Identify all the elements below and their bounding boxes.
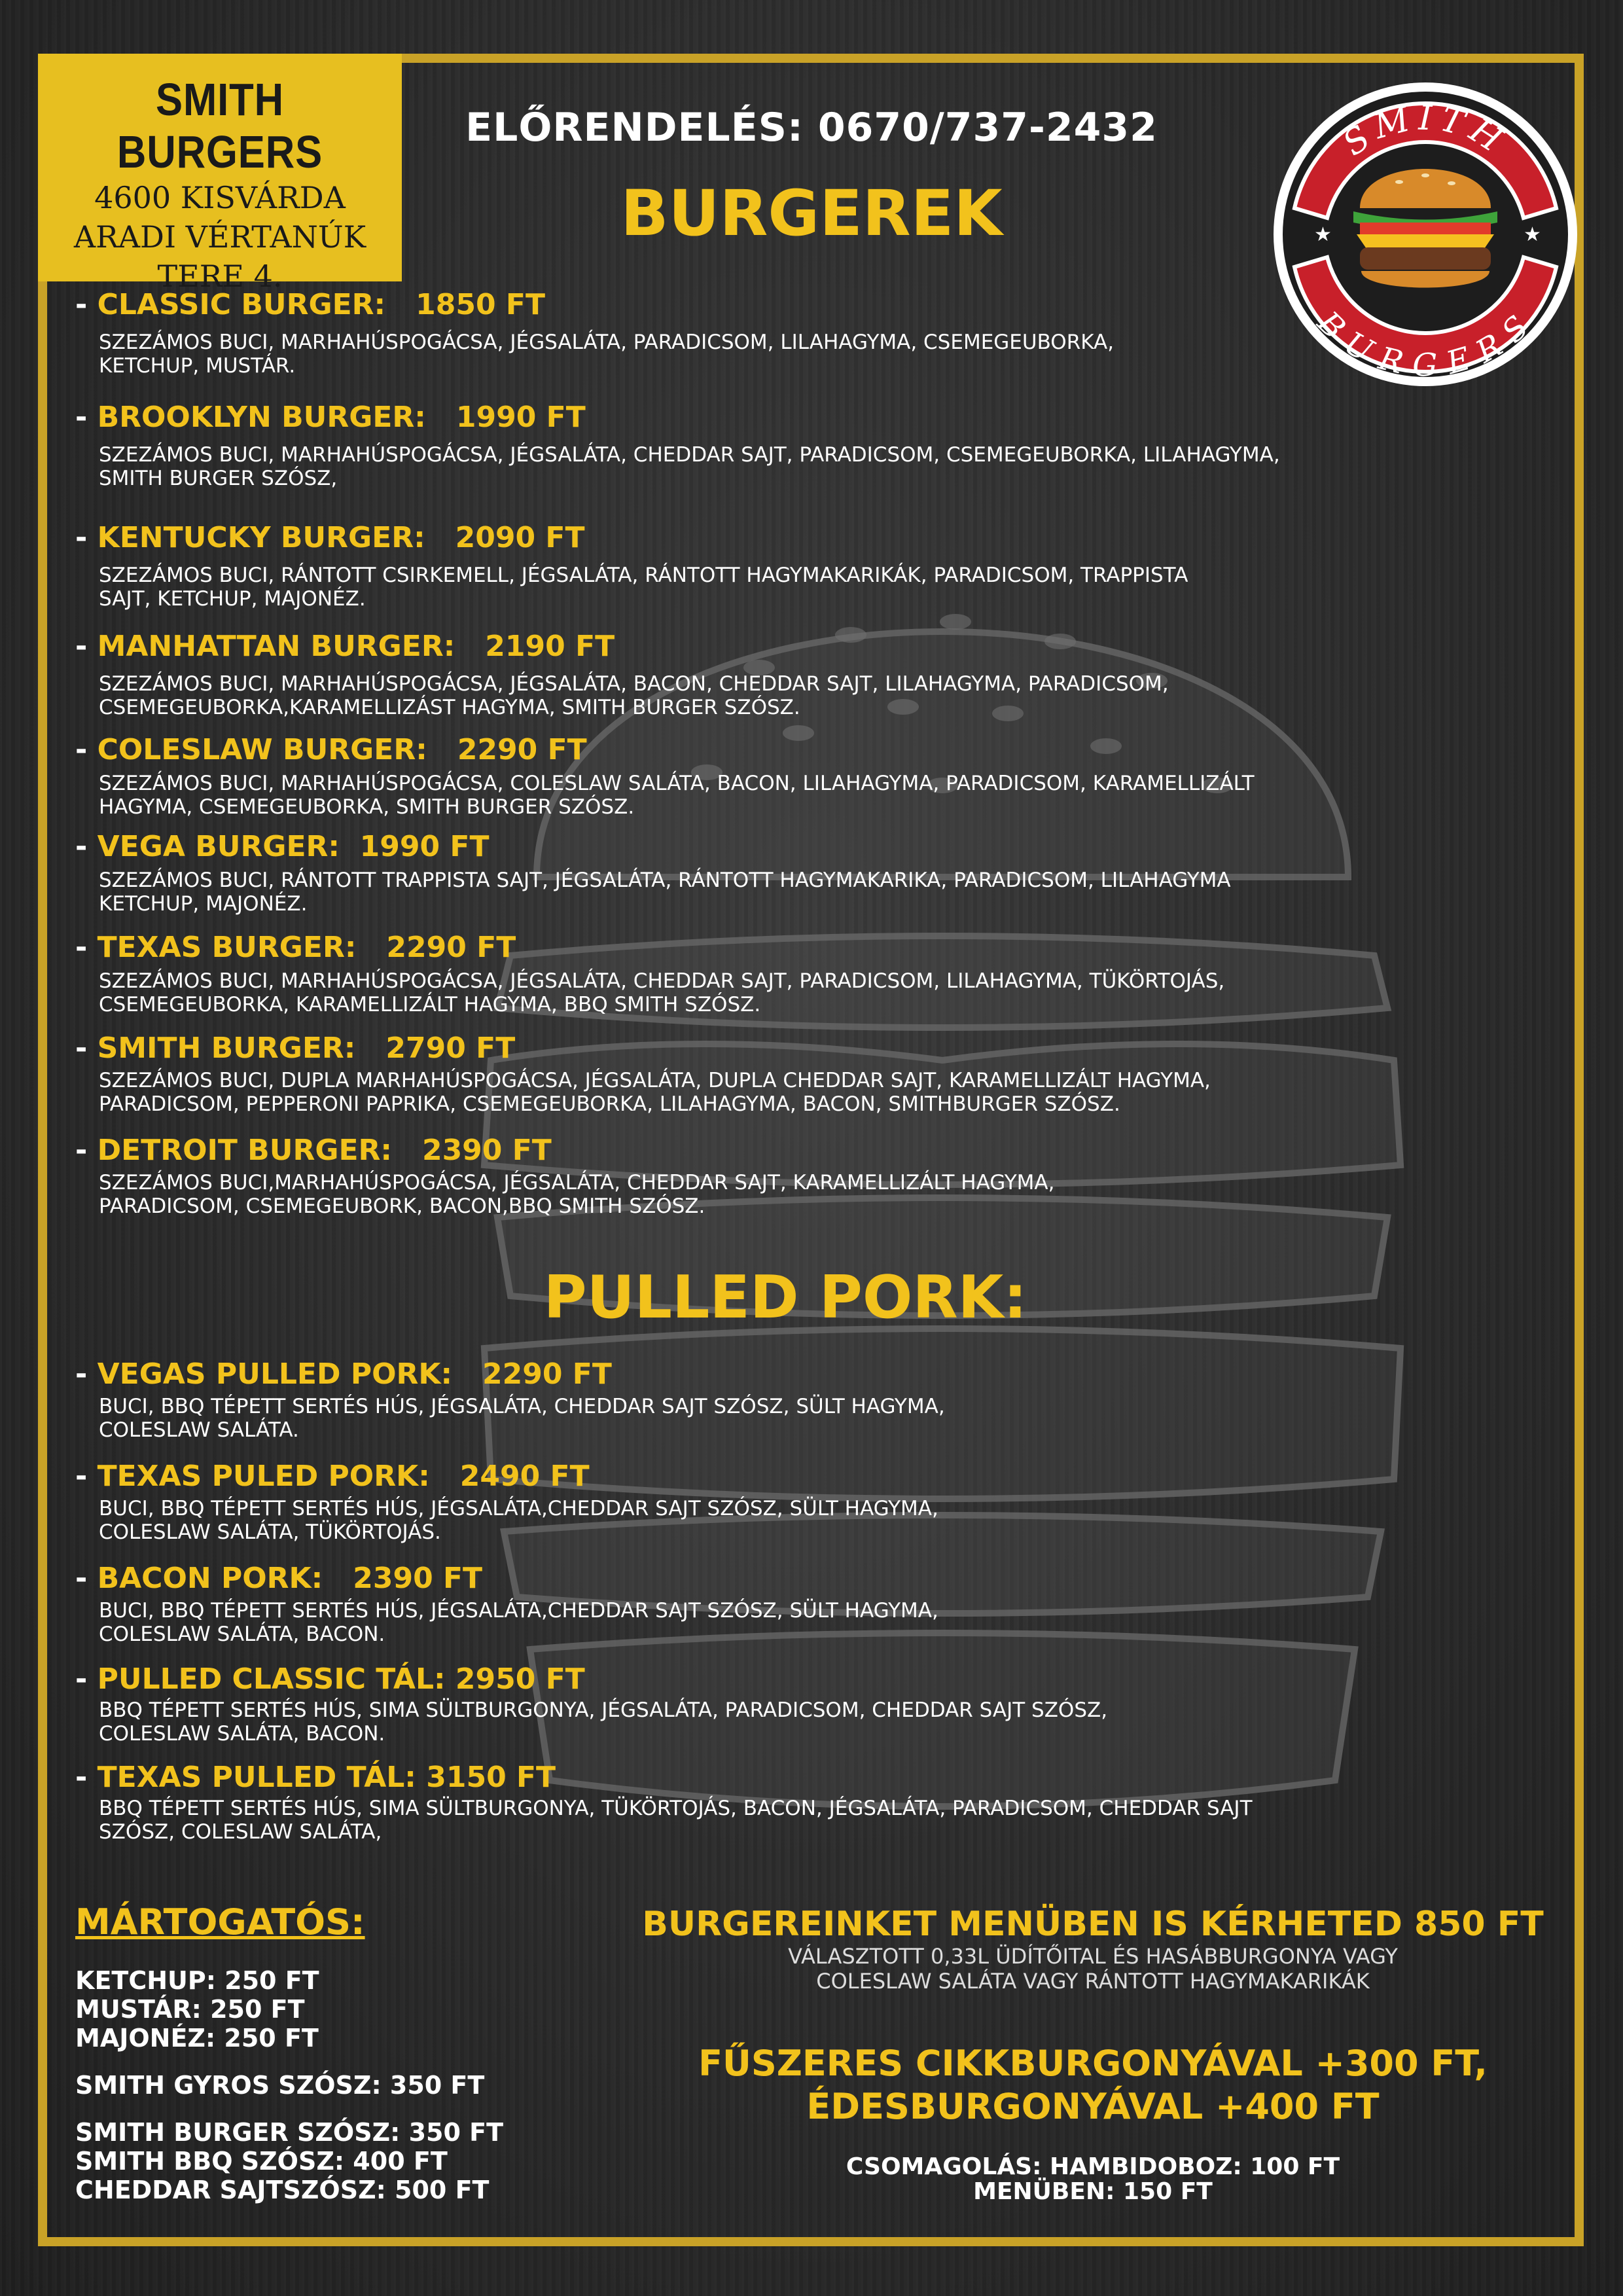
menu-item: - TEXAS BURGER: 2290 FT SZEZÁMOS BUCI, MARHAHÚSPOGÁCSA, JÉGSALÁTA, CHEDDAR SAJT, PARADICSOM, LILAHAGYMA, TÜKÖRTOJÁS, CSEMEGEUBORKA, KARAMELLIZÁLT HAGYMA, BBQ SMITH SZÓSZ.: [75, 931, 1384, 1016]
item-description: PARADICSOM, CSEMEGEUBORK, BACON,BBQ SMITH SZÓSZ.: [99, 1194, 705, 1218]
item-description: BUCI, BBQ TÉPETT SERTÉS HÚS, JÉGSALÁTA, CHEDDAR SAJT SZÓSZ, SÜLT HAGYMA,: [99, 1395, 945, 1418]
menu-item: - TEXAS PULED PORK: 2490 FT BUCI, BBQ TÉPETT SERTÉS HÚS, JÉGSALÁTA,CHEDDAR SAJT SZÓSZ, SÜLT HAGYMA, COLESLAW SALÁTA, TÜKÖRTOJÁS.: [75, 1460, 1384, 1544]
menu-item: - TEXAS PULLED TÁL: 3150 FT BBQ TÉPETT SERTÉS HÚS, SIMA SÜLTBURGONYA, TÜKÖRTOJÁS, BACON, JÉGSALÁTA, PARADICSOM, CHEDDAR SAJT SZÓSZ, COLESLAW SALÁTA,: [75, 1761, 1384, 1844]
item-name: KENTUCKY BURGER:: [97, 521, 425, 554]
item-name: TEXAS PULLED TÁL:: [97, 1761, 416, 1794]
item-price: 2390 FT: [353, 1562, 483, 1595]
pulled-pork-section-title: PULLED PORK:: [543, 1263, 1027, 1332]
item-name: VEGAS PULLED PORK:: [97, 1357, 453, 1391]
item-name: COLESLAW BURGER:: [97, 733, 427, 766]
dip-item: CHEDDAR SAJTSZÓSZ: 500 FT: [75, 2176, 490, 2204]
item-description: SZEZÁMOS BUCI, MARHAHÚSPOGÁCSA, JÉGSALÁTA, CHEDDAR SAJT, PARADICSOM, CSEMEGEUBORKA, LILAHAGYMA,: [99, 443, 1280, 467]
address-number: TERE 4.: [157, 259, 283, 294]
item-price: 1850 FT: [416, 288, 545, 321]
menu-item: - DETROIT BURGER: 2390 FT SZEZÁMOS BUCI,MARHAHÚSPOGÁCSA, JÉGSALÁTA, CHEDDAR SAJT, KARAMELLIZÁLT HAGYMA, PARADICSOM, CSEMEGEUBORK, BACON,BBQ SMITH SZÓSZ.: [75, 1134, 1384, 1218]
menu-offer-title: BURGEREINKET MENÜBEN IS KÉRHETED 850 FT: [642, 1905, 1544, 1944]
menu-item: - PULLED CLASSIC TÁL: 2950 FT BBQ TÉPETT SERTÉS HÚS, SIMA SÜLTBURGONYA, JÉGSALÁTA, PARADICSOM, CHEDDAR SAJT SZÓSZ, COLESLAW SALÁTA, BACON.: [75, 1662, 1384, 1746]
item-description: BUCI, BBQ TÉPETT SERTÉS HÚS, JÉGSALÁTA,CHEDDAR SAJT SZÓSZ, SÜLT HAGYMA,: [99, 1497, 938, 1520]
item-description: SZEZÁMOS BUCI, DUPLA MARHAHÚSPOGÁCSA, JÉGSALÁTA, DUPLA CHEDDAR SAJT, KARAMELLIZÁLT HAGYMA,: [99, 1069, 1211, 1092]
address-brand: SMITH BURGERS: [116, 74, 323, 177]
item-description: PARADICSOM, PEPPERONI PAPRIKA, CSEMEGEUBORKA, LILAHAGYMA, BACON, SMITHBURGER SZÓSZ.: [99, 1092, 1120, 1116]
item-description: CSEMEGEUBORKA, KARAMELLIZÁLT HAGYMA, BBQ SMITH SZÓSZ.: [99, 993, 761, 1016]
item-description: SMITH BURGER SZÓSZ,: [99, 467, 338, 490]
item-name: DETROIT BURGER:: [97, 1134, 392, 1167]
menu-item: - SMITH BURGER: 2790 FT SZEZÁMOS BUCI, DUPLA MARHAHÚSPOGÁCSA, JÉGSALÁTA, DUPLA CHEDDAR SAJT, KARAMELLIZÁLT HAGYMA, PARADICSOM, PEPPERONI PAPRIKA, CSEMEGEUBORKA, LILAHAGYMA, BACON, SMITHBURGER SZÓSZ.: [75, 1031, 1384, 1116]
menu-item: - MANHATTAN BURGER: 2190 FT SZEZÁMOS BUCI, MARHAHÚSPOGÁCSA, JÉGSALÁTA, BACON, CHEDDAR SAJT, LILAHAGYMA, PARADICSOM, CSEMEGEUBORKA,KARAMELLIZÁST HAGYMA, SMITH BURGER SZÓSZ.: [75, 630, 1384, 719]
item-price: 2950 FT: [455, 1662, 585, 1696]
item-name: PULLED CLASSIC TÁL:: [97, 1662, 446, 1696]
item-price: 1990 FT: [455, 401, 586, 434]
svg-text:★: ★: [1524, 223, 1541, 246]
dip-item: MUSTÁR: 250 FT: [75, 1995, 305, 2024]
item-description: SAJT, KETCHUP, MAJONÉZ.: [99, 587, 366, 611]
dips-section: [75, 1901, 664, 2204]
item-description: CSEMEGEUBORKA,KARAMELLIZÁST HAGYMA, SMITH BURGER SZÓSZ.: [99, 696, 800, 719]
item-description: SZEZÁMOS BUCI, RÁNTOTT TRAPPISTA SAJT, JÉGSALÁTA, RÁNTOTT HAGYMAKARIKA, PARADICSOM, LILAHAGYMA: [99, 869, 1231, 892]
item-description: SZEZÁMOS BUCI, RÁNTOTT CSIRKEMELL, JÉGSALÁTA, RÁNTOTT HAGYMAKARIKÁK, PARADICSOM, TRAPPISTA: [99, 564, 1188, 587]
fries-upgrade-sweet: ÉDESBURGONYÁVAL +400 FT: [806, 2086, 1380, 2127]
address-street: ARADI VÉRTANÚK: [73, 219, 366, 255]
packaging-fee-menu: MENÜBEN: 150 FT: [973, 2178, 1213, 2205]
item-name: BROOKLYN BURGER:: [97, 401, 426, 434]
item-price: 2490 FT: [459, 1460, 590, 1493]
item-description: HAGYMA, CSEMEGEUBORKA, SMITH BURGER SZÓSZ.: [99, 795, 635, 819]
dip-item: SMITH BBQ SZÓSZ: 400 FT: [75, 2147, 448, 2176]
dip-item: MAJONÉZ: 250 FT: [75, 2024, 319, 2053]
item-description: COLESLAW SALÁTA, BACON.: [99, 1623, 385, 1646]
item-description: SZEZÁMOS BUCI, MARHAHÚSPOGÁCSA, COLESLAW SALÁTA, BACON, LILAHAGYMA, PARADICSOM, KARAMELLIZÁLT: [99, 772, 1255, 795]
item-name: SMITH BURGER:: [97, 1031, 356, 1065]
item-name: BACON PORK:: [97, 1562, 323, 1595]
item-name: TEXAS BURGER:: [97, 931, 357, 964]
menu-item: - VEGA BURGER: 1990 FT SZEZÁMOS BUCI, RÁNTOTT TRAPPISTA SAJT, JÉGSALÁTA, RÁNTOTT HAGYMAKARIKA, PARADICSOM, LILAHAGYMA KETCHUP, MAJONÉZ.: [75, 830, 1384, 916]
dips-title: MÁRTOGATÓS:: [75, 1901, 365, 1943]
packaging-fee: CSOMAGOLÁS: HAMBIDOBOZ: 100 FT: [846, 2153, 1340, 2180]
item-price: 2290 FT: [482, 1357, 612, 1391]
item-price: 2190 FT: [485, 630, 615, 663]
address-city: 4600 KISVÁRDA: [94, 180, 346, 215]
burgers-section-title: BURGEREK: [620, 177, 1003, 250]
item-name: TEXAS PULED PORK:: [97, 1460, 430, 1493]
menu-item: - BROOKLYN BURGER: 1990 FT SZEZÁMOS BUCI, MARHAHÚSPOGÁCSA, JÉGSALÁTA, CHEDDAR SAJT, PARADICSOM, CSEMEGEUBORKA, LILAHAGYMA, SMITH BURGER SZÓSZ,: [75, 401, 1384, 490]
item-price: 2090 FT: [455, 521, 585, 554]
item-description: SZÓSZ, COLESLAW SALÁTA,: [99, 1820, 382, 1844]
item-price: 2290 FT: [386, 931, 516, 964]
menu-item: - CLASSIC BURGER: 1850 FT SZEZÁMOS BUCI, MARHAHÚSPOGÁCSA, JÉGSALÁTA, PARADICSOM, LILAHAGYMA, CSEMEGEUBORKA, KETCHUP, MUSTÁR.: [75, 288, 1384, 378]
item-name: MANHATTAN BURGER:: [97, 630, 455, 663]
item-name: CLASSIC BURGER:: [97, 288, 386, 321]
item-price: 2290 FT: [457, 733, 587, 766]
item-price: 1990 FT: [359, 830, 490, 863]
item-description: SZEZÁMOS BUCI, MARHAHÚSPOGÁCSA, JÉGSALÁTA, PARADICSOM, LILAHAGYMA, CSEMEGEUBORKA,: [99, 331, 1115, 354]
item-price: 2390 FT: [421, 1134, 552, 1167]
logo-bottom-text: BURGERS: [1310, 304, 1541, 384]
menu-offer-section: [628, 1905, 1558, 2204]
address-box: [38, 54, 402, 294]
item-description: BBQ TÉPETT SERTÉS HÚS, SIMA SÜLTBURGONYA, TÜKÖRTOJÁS, BACON, JÉGSALÁTA, PARADICSOM, CHEDDAR SAJT: [99, 1797, 1253, 1820]
menu-offer-description: VÁLASZTOTT 0,33L ÜDÍTŐITAL ÉS HASÁBBURGONYA VAGY: [788, 1944, 1398, 1969]
logo-top-text: SMITH: [1336, 98, 1514, 164]
item-description: BUCI, BBQ TÉPETT SERTÉS HÚS, JÉGSALÁTA,CHEDDAR SAJT SZÓSZ, SÜLT HAGYMA,: [99, 1599, 938, 1623]
menu-item: - BACON PORK: 2390 FT BUCI, BBQ TÉPETT SERTÉS HÚS, JÉGSALÁTA,CHEDDAR SAJT SZÓSZ, SÜLT HAGYMA, COLESLAW SALÁTA, BACON.: [75, 1562, 1384, 1646]
menu-offer-description: COLESLAW SALÁTA VAGY RÁNTOTT HAGYMAKARIKÁK: [816, 1969, 1370, 1994]
menu-item: - KENTUCKY BURGER: 2090 FT SZEZÁMOS BUCI, RÁNTOTT CSIRKEMELL, JÉGSALÁTA, RÁNTOTT HAGYMAKARIKÁK, PARADICSOM, TRAPPISTA SAJT, KETCHUP, MAJONÉZ.: [75, 521, 1384, 611]
menu-item: - COLESLAW BURGER: 2290 FT SZEZÁMOS BUCI, MARHAHÚSPOGÁCSA, COLESLAW SALÁTA, BACON, LILAHAGYMA, PARADICSOM, KARAMELLIZÁLT HAGYMA, CSEMEGEUBORKA, SMITH BURGER SZÓSZ.: [75, 733, 1384, 819]
item-description: BBQ TÉPETT SERTÉS HÚS, SIMA SÜLTBURGONYA, JÉGSALÁTA, PARADICSOM, CHEDDAR SAJT SZÓSZ,: [99, 1698, 1108, 1722]
item-description: SZEZÁMOS BUCI, MARHAHÚSPOGÁCSA, JÉGSALÁTA, CHEDDAR SAJT, PARADICSOM, LILAHAGYMA, TÜKÖRTOJÁS,: [99, 969, 1225, 993]
menu-item: - VEGAS PULLED PORK: 2290 FT BUCI, BBQ TÉPETT SERTÉS HÚS, JÉGSALÁTA, CHEDDAR SAJT SZÓSZ, SÜLT HAGYMA, COLESLAW SALÁTA.: [75, 1357, 1384, 1442]
fries-upgrade-wedges: FŰSZERES CIKKBURGONYÁVAL +300 FT,: [698, 2043, 1488, 2084]
dip-item: KETCHUP: 250 FT: [75, 1966, 319, 1995]
item-description: COLESLAW SALÁTA.: [99, 1418, 299, 1442]
item-name: VEGA BURGER:: [97, 830, 340, 863]
item-description: COLESLAW SALÁTA, TÜKÖRTOJÁS.: [99, 1520, 441, 1544]
dip-item: SMITH GYROS SZÓSZ: 350 FT: [75, 2071, 485, 2100]
item-price: 3150 FT: [426, 1761, 556, 1794]
preorder-phone: ELŐRENDELÉS: 0670/737-2432: [465, 105, 1158, 151]
item-price: 2790 FT: [385, 1031, 516, 1065]
item-description: SZEZÁMOS BUCI, MARHAHÚSPOGÁCSA, JÉGSALÁTA, BACON, CHEDDAR SAJT, LILAHAGYMA, PARADICSOM,: [99, 672, 1169, 696]
item-description: SZEZÁMOS BUCI,MARHAHÚSPOGÁCSA, JÉGSALÁTA, CHEDDAR SAJT, KARAMELLIZÁLT HAGYMA,: [99, 1171, 1055, 1194]
item-description: KETCHUP, MAJONÉZ.: [99, 892, 308, 916]
item-description: KETCHUP, MUSTÁR.: [99, 354, 296, 378]
dip-item: SMITH BURGER SZÓSZ: 350 FT: [75, 2118, 503, 2147]
item-description: COLESLAW SALÁTA, BACON.: [99, 1722, 385, 1746]
svg-text:★: ★: [1314, 223, 1332, 246]
